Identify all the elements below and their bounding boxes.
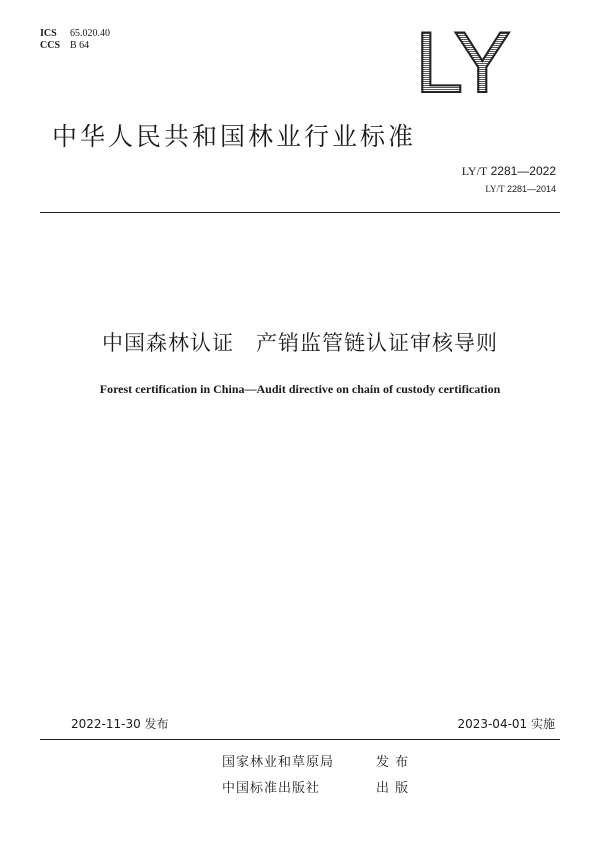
standard-number-value: 2281—2022 xyxy=(487,164,556,178)
standard-number-prefix: LY/T xyxy=(461,164,488,178)
issue-date: 2022-11-30 发布 xyxy=(71,717,169,731)
ccs-value: B 64 xyxy=(70,40,90,51)
effective-date: 2023-04-01 实施 xyxy=(457,717,555,731)
bottom-divider xyxy=(40,739,560,740)
ics-value: 65.020.40 xyxy=(70,28,110,39)
ccs-code xyxy=(40,40,110,52)
standard-number xyxy=(462,164,556,179)
publisher-action: 出 版 xyxy=(376,781,410,796)
ics-code xyxy=(40,28,110,40)
ly-logo: LY xyxy=(415,15,508,111)
replaced-number-value: 2281—2014 xyxy=(504,184,556,194)
chinese-document-title: 中国森林认证 产销监管链认证审核导则 xyxy=(102,331,498,355)
standard-title: 中华人民共和国林业行业标准 xyxy=(52,122,417,151)
top-divider xyxy=(40,212,560,213)
ics-label: ICS xyxy=(40,28,57,39)
replaced-standard-number xyxy=(485,184,556,194)
english-document-title: Forest certification in China—Audit directive on chain of custody certification xyxy=(99,382,501,396)
ccs-label: CCS xyxy=(40,40,61,51)
publisher-name: 中国标准出版社 xyxy=(222,781,321,796)
classification-codes xyxy=(40,28,110,52)
issuer-action: 发 布 xyxy=(376,755,410,770)
issuer-name: 国家林业和草原局 xyxy=(222,755,335,770)
replaced-number-prefix: LY/T xyxy=(485,184,505,194)
